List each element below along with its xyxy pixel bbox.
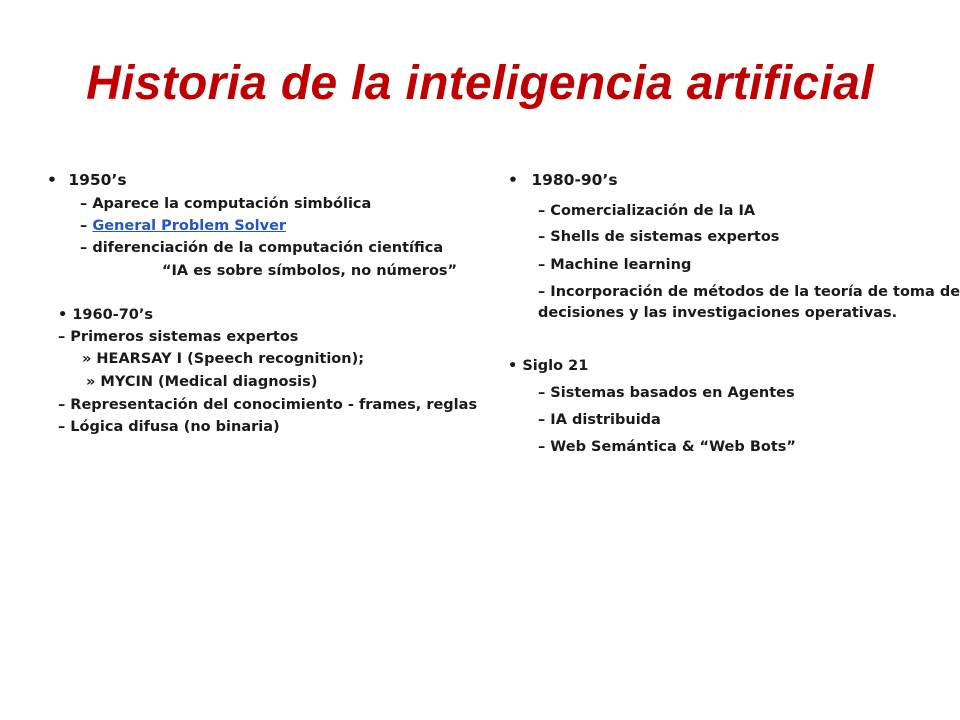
list-item-1980-1: – Comercialización de la IA — [538, 203, 756, 219]
item-text: Aparece la computación simbólica — [92, 196, 372, 212]
list-item-1960-1: – Primeros sistemas expertos — [58, 329, 299, 345]
list-item-1950-2 — [80, 218, 286, 234]
bullet: • — [58, 307, 68, 323]
list-item-1980-2: – Shells de sistemas expertos — [538, 229, 780, 245]
section-1980-heading — [508, 171, 618, 189]
section-siglo21-heading — [508, 358, 588, 374]
general-problem-solver-link[interactable]: General Problem Solver — [92, 218, 287, 234]
list-item-siglo21-3: – Web Semántica & “Web Bots” — [538, 439, 796, 455]
section-label: Siglo 21 — [522, 358, 589, 374]
list-item-1980-3: – Machine learning — [538, 257, 692, 273]
list-item-1960-2: – Representación del conocimiento - frames, reglas — [58, 397, 478, 413]
bullet: • — [508, 171, 518, 189]
list-item-siglo21-1: – Sistemas basados en Agentes — [538, 385, 795, 401]
bullet: • — [508, 358, 518, 374]
list-item-1960-3: – Lógica difusa (no binaria) — [58, 419, 280, 435]
list-item-1980-4-line1: – Incorporación de métodos de la teoría de toma de — [538, 284, 960, 300]
list-subitem-mycin: » MYCIN (Medical diagnosis) — [86, 374, 318, 390]
dash: – — [80, 218, 88, 234]
item-text: diferenciación de la computación científica — [92, 240, 444, 256]
section-1960-heading — [58, 307, 153, 323]
quote-1950: “IA es sobre símbolos, no números” — [162, 263, 458, 279]
section-label: 1980-90’s — [531, 171, 618, 189]
dash: – — [80, 240, 88, 256]
section-label: 1950’s — [68, 171, 127, 189]
bullet: • — [47, 171, 57, 189]
section-label: 1960-70’s — [72, 307, 154, 323]
list-item-siglo21-2: – IA distribuida — [538, 412, 661, 428]
list-item-1950-1 — [80, 196, 371, 212]
list-item-1980-4-line2: decisiones y las investigaciones operativas. — [538, 305, 898, 321]
dash: – — [80, 196, 88, 212]
section-1950-heading — [47, 171, 127, 189]
list-subitem-hearsay: » HEARSAY I (Speech recognition); — [82, 351, 365, 367]
slide-title: Historia de la inteligencia artificial — [86, 57, 874, 110]
list-item-1950-3 — [80, 240, 443, 256]
